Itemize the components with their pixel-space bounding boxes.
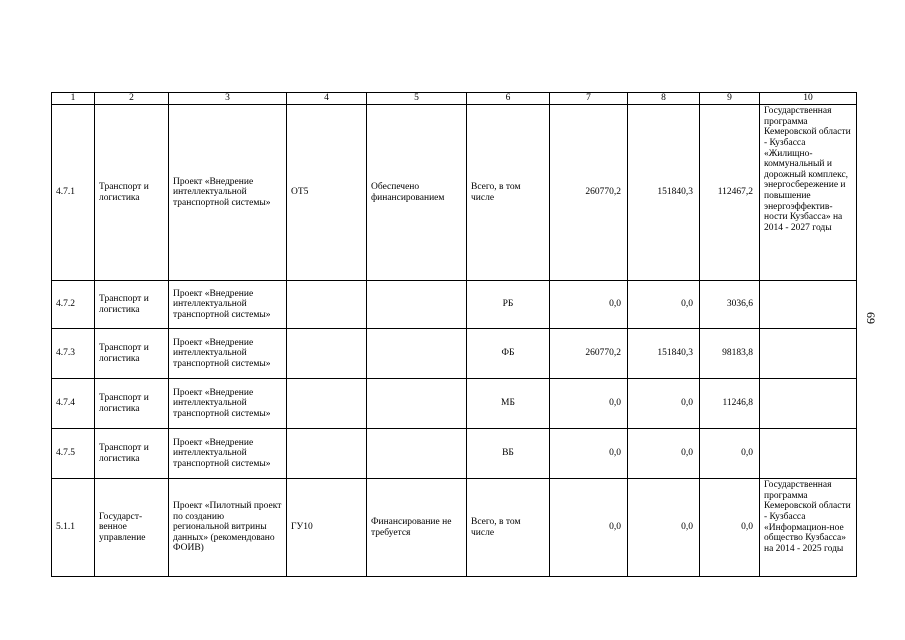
header-col-1: 1 xyxy=(52,93,95,105)
header-row xyxy=(52,93,857,105)
row-id: 4.7.5 xyxy=(52,429,95,479)
row-sector: Транспорт и логистика xyxy=(95,429,169,479)
header-col-7: 7 xyxy=(550,93,628,105)
table-row xyxy=(52,281,857,329)
header-col-4: 4 xyxy=(287,93,367,105)
table-row xyxy=(52,479,857,577)
row-code xyxy=(287,379,367,429)
row-value-col9: 11246,8 xyxy=(700,379,760,429)
row-id: 5.1.1 xyxy=(52,479,95,577)
table-row xyxy=(52,429,857,479)
row-financing xyxy=(367,329,467,379)
row-program: Государственная программа Кемеровской области - Кузбасса «Жилищно-коммунальный и дорожный комплекс, энергосбережение и повышение энергоэффектив-ности Кузбасса» на 2014 - 2027 годы xyxy=(760,105,857,281)
row-id: 4.7.2 xyxy=(52,281,95,329)
header-col-6: 6 xyxy=(467,93,550,105)
row-id: 4.7.4 xyxy=(52,379,95,429)
row-code xyxy=(287,281,367,329)
row-sector: Транспорт и логистика xyxy=(95,281,169,329)
row-sector: Транспорт и логистика xyxy=(95,329,169,379)
row-value-col9: 98183,8 xyxy=(700,329,760,379)
row-value-col7: 260770,2 xyxy=(550,329,628,379)
row-program xyxy=(760,329,857,379)
program-table xyxy=(51,92,857,577)
row-source: РБ xyxy=(467,281,550,329)
row-source: Всего, в том числе xyxy=(467,105,550,281)
row-financing: Финансирование не требуется xyxy=(367,479,467,577)
row-value-col8: 0,0 xyxy=(628,281,700,329)
header-col-5: 5 xyxy=(367,93,467,105)
row-financing xyxy=(367,429,467,479)
row-value-col8: 151840,3 xyxy=(628,105,700,281)
row-project: Проект «Внедрение интеллектуальной транспортной системы» xyxy=(169,429,287,479)
row-financing xyxy=(367,281,467,329)
row-value-col8: 0,0 xyxy=(628,479,700,577)
row-code xyxy=(287,329,367,379)
table-row xyxy=(52,329,857,379)
row-sector: Транспорт и логистика xyxy=(95,105,169,281)
row-value-col7: 260770,2 xyxy=(550,105,628,281)
row-value-col7: 0,0 xyxy=(550,379,628,429)
row-program xyxy=(760,281,857,329)
row-value-col7: 0,0 xyxy=(550,479,628,577)
row-value-col9: 112467,2 xyxy=(700,105,760,281)
row-value-col8: 0,0 xyxy=(628,429,700,479)
row-value-col8: 0,0 xyxy=(628,379,700,429)
row-project: Проект «Внедрение интеллектуальной транспортной системы» xyxy=(169,379,287,429)
row-project: Проект «Внедрение интеллектуальной транспортной системы» xyxy=(169,105,287,281)
row-value-col8: 151840,3 xyxy=(628,329,700,379)
page-number: 69 xyxy=(864,312,878,324)
row-value-col7: 0,0 xyxy=(550,281,628,329)
row-sector: Транспорт и логистика xyxy=(95,379,169,429)
row-value-col9: 0,0 xyxy=(700,479,760,577)
header-col-2: 2 xyxy=(95,93,169,105)
header-col-9: 9 xyxy=(700,93,760,105)
row-code: ОТ5 xyxy=(287,105,367,281)
row-program xyxy=(760,379,857,429)
table-row xyxy=(52,379,857,429)
row-source: Всего, в том числе xyxy=(467,479,550,577)
row-id: 4.7.3 xyxy=(52,329,95,379)
row-id: 4.7.1 xyxy=(52,105,95,281)
row-value-col9: 0,0 xyxy=(700,429,760,479)
row-project: Проект «Пилотный проект по созданию региональной витрины данных» (рекомендовано ФОИВ) xyxy=(169,479,287,577)
header-col-10: 10 xyxy=(760,93,857,105)
header-col-3: 3 xyxy=(169,93,287,105)
row-value-col9: 3036,6 xyxy=(700,281,760,329)
row-financing xyxy=(367,379,467,429)
row-project: Проект «Внедрение интеллектуальной транспортной системы» xyxy=(169,281,287,329)
row-value-col7: 0,0 xyxy=(550,429,628,479)
row-code xyxy=(287,429,367,479)
row-source: МБ xyxy=(467,379,550,429)
table-row xyxy=(52,105,857,281)
row-financing: Обеспечено финансированием xyxy=(367,105,467,281)
row-code: ГУ10 xyxy=(287,479,367,577)
header-col-8: 8 xyxy=(628,93,700,105)
row-program: Государственная программа Кемеровской области - Кузбасса «Информацион-ное общество Кузбасса» на 2014 - 2025 годы xyxy=(760,479,857,577)
row-program xyxy=(760,429,857,479)
row-project: Проект «Внедрение интеллектуальной транспортной системы» xyxy=(169,329,287,379)
row-source: ФБ xyxy=(467,329,550,379)
row-source: ВБ xyxy=(467,429,550,479)
row-sector: Государст-венное управление xyxy=(95,479,169,577)
